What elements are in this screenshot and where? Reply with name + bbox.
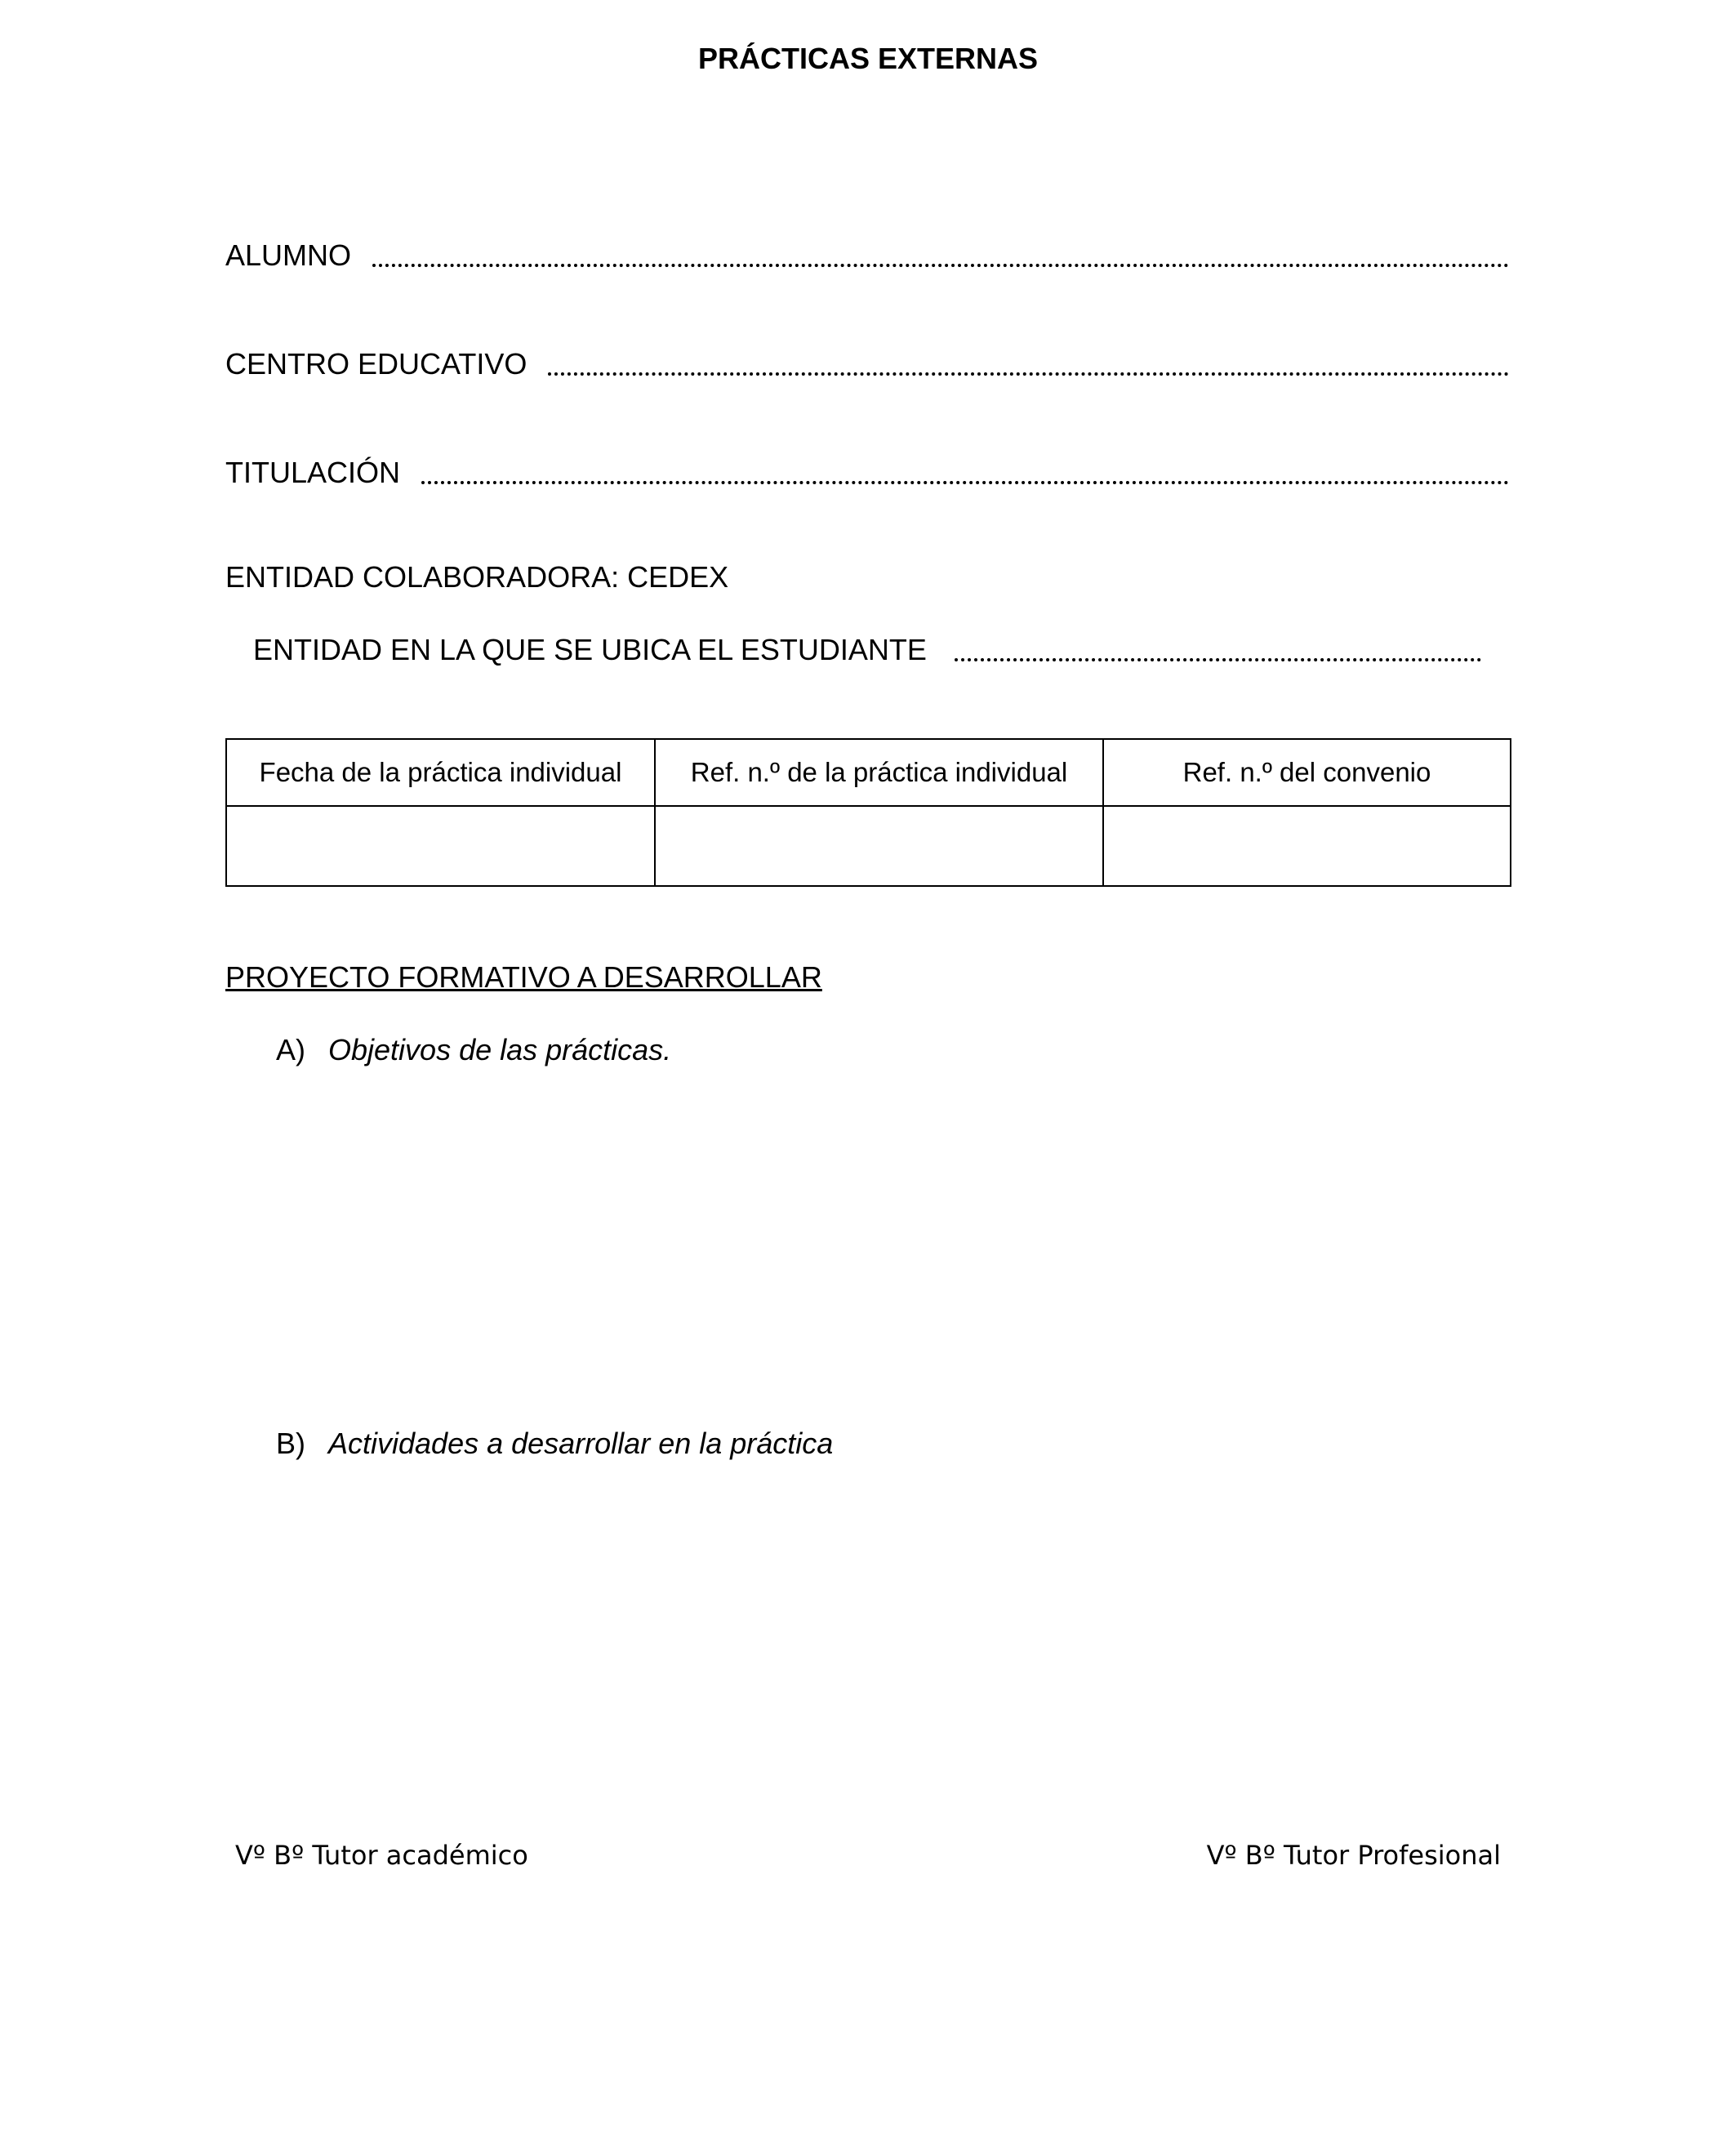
table-row bbox=[226, 806, 1511, 886]
table-header-row bbox=[226, 739, 1511, 806]
field-titulacion bbox=[225, 452, 1509, 492]
signature-tutor-profesional: Vº Bº Tutor Profesional bbox=[1206, 1840, 1501, 1871]
header-fecha-practica: Fecha de la práctica individual bbox=[226, 739, 655, 806]
field-alumno-dotted-line[interactable] bbox=[372, 264, 1509, 267]
field-titulacion-label: TITULACIÓN bbox=[225, 456, 401, 489]
proyecto-heading: PROYECTO FORMATIVO A DESARROLLAR bbox=[225, 960, 822, 994]
field-centro-educativo-label: CENTRO EDUCATIVO bbox=[225, 347, 527, 381]
proyecto-item-b-letter: B) bbox=[276, 1427, 305, 1460]
proyecto-item-a-text: Objetivos de las prácticas. bbox=[328, 1033, 672, 1066]
header-ref-practica: Ref. n.º de la práctica individual bbox=[655, 739, 1103, 806]
signature-tutor-academico: Vº Bº Tutor académico bbox=[235, 1840, 528, 1871]
proyecto-item-b-text: Actividades a desarrollar en la práctica bbox=[328, 1427, 834, 1460]
entidad-colaboradora: ENTIDAD COLABORADORA: CEDEX bbox=[225, 560, 729, 594]
field-centro-educativo-dotted-line[interactable] bbox=[548, 372, 1509, 376]
proyecto-item-b bbox=[276, 1424, 833, 1463]
field-entidad-ubicacion bbox=[253, 629, 1481, 670]
cell-ref-convenio[interactable] bbox=[1103, 806, 1511, 886]
proyecto-item-a-letter: A) bbox=[276, 1033, 305, 1066]
field-entidad-ubicacion-dotted-line[interactable] bbox=[955, 658, 1481, 661]
references-table bbox=[225, 738, 1511, 887]
field-alumno-label: ALUMNO bbox=[225, 238, 352, 272]
cell-ref-practica[interactable] bbox=[655, 806, 1103, 886]
field-titulacion-dotted-line[interactable] bbox=[421, 481, 1509, 484]
proyecto-item-a bbox=[276, 1031, 671, 1070]
field-centro-educativo bbox=[225, 343, 1509, 384]
field-entidad-ubicacion-label: ENTIDAD EN LA QUE SE UBICA EL ESTUDIANTE bbox=[253, 633, 927, 666]
cell-fecha-practica[interactable] bbox=[226, 806, 655, 886]
header-ref-convenio: Ref. n.º del convenio bbox=[1103, 739, 1511, 806]
field-alumno bbox=[225, 234, 1509, 275]
page-title: PRÁCTICAS EXTERNAS bbox=[697, 42, 1039, 75]
